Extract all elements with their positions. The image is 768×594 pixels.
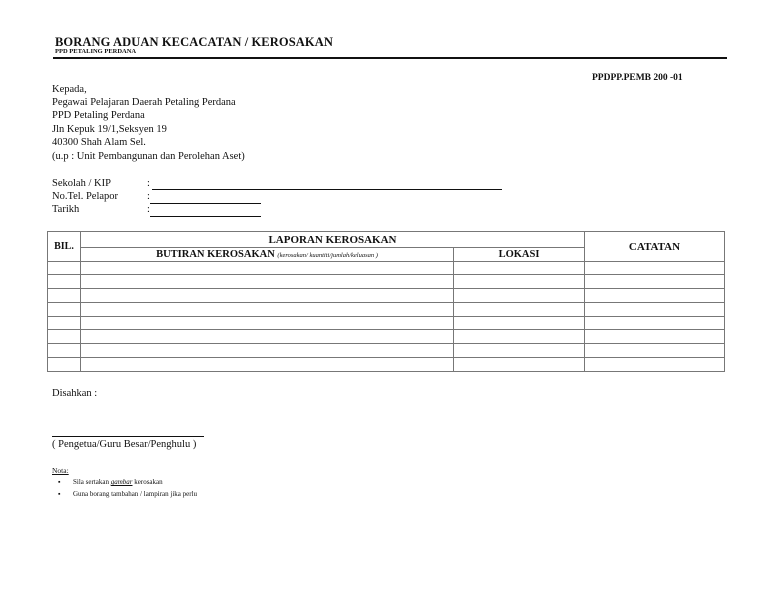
cell-bil[interactable] [48,330,81,344]
address-line: Pegawai Pelajaran Daerah Petaling Perdana [52,97,236,108]
note-item [58,478,163,486]
table-row [48,317,725,330]
cell-bil[interactable] [48,358,81,372]
group-header-laporan: LAPORAN KEROSAKAN [81,232,585,248]
field-label-tel: No.Tel. Pelapor [52,191,119,202]
cell-bil[interactable] [48,275,81,289]
cell-catatan[interactable] [585,344,725,358]
col-header-bil: BIL. [48,232,81,262]
cell-lokasi[interactable] [454,358,585,372]
cell-butiran[interactable] [81,344,454,358]
field-label-sekolah: Sekolah / KIP [52,178,111,189]
butiran-note: (kerosakan/ kuantiti/jumlah/keluasan ) [277,252,378,259]
cell-bil[interactable] [48,344,81,358]
signer-title: ( Pengetua/Guru Besar/Penghulu ) [52,439,197,450]
bullet-icon: ▪ [58,478,61,486]
notes-label: Nota: [52,466,69,475]
col-header-catatan: CATATAN [585,232,725,262]
table-row [48,344,725,358]
table-row [48,303,725,317]
address-line: 40300 Shah Alam Sel. [52,137,146,148]
table-row [48,358,725,372]
cell-butiran[interactable] [81,317,454,330]
butiran-label: BUTIRAN KEROSAKAN [156,249,275,260]
header-divider [53,57,727,59]
field-colon: : [147,191,150,202]
col-header-lokasi: LOKASI [454,248,585,262]
note-text: kerosakan [132,478,163,486]
cell-lokasi[interactable] [454,317,585,330]
form-title: BORANG ADUAN KECACATAN / KEROSAKAN [55,35,333,49]
note-text: Sila sertakan [73,478,111,486]
cell-lokasi[interactable] [454,330,585,344]
field-input-sekolah[interactable] [152,189,502,190]
address-line: (u.p : Unit Pembangunan dan Perolehan Aset) [52,151,245,162]
cell-bil[interactable] [48,262,81,275]
field-colon: : [147,204,150,215]
signature-line[interactable] [52,436,204,437]
table-row [48,275,725,289]
cell-lokasi[interactable] [454,262,585,275]
cell-lokasi[interactable] [454,344,585,358]
cell-catatan[interactable] [585,262,725,275]
cell-catatan[interactable] [585,330,725,344]
cell-bil[interactable] [48,303,81,317]
cell-butiran[interactable] [81,330,454,344]
damage-report-table [47,231,725,372]
form-code: PPDPP.PEMB 200 -01 [592,73,683,83]
table-row [48,289,725,303]
cell-bil[interactable] [48,317,81,330]
note-item [58,490,197,498]
note-text: Guna borang tambahan / lampiran jika perlu [73,490,198,498]
note-emphasis: gambar [110,478,133,486]
cell-bil[interactable] [48,289,81,303]
cell-butiran[interactable] [81,289,454,303]
table-row [48,262,725,275]
cell-butiran[interactable] [81,275,454,289]
cell-butiran[interactable] [81,303,454,317]
cell-lokasi[interactable] [454,275,585,289]
cell-lokasi[interactable] [454,289,585,303]
bullet-icon: ▪ [58,490,61,498]
address-line: PPD Petaling Perdana [52,110,145,121]
col-header-butiran [81,248,454,262]
field-label-tarikh: Tarikh [52,204,80,215]
cell-catatan[interactable] [585,358,725,372]
address-greeting: Kepada, [52,84,87,95]
address-line: Jln Kepuk 19/1,Seksyen 19 [52,124,167,135]
table-row [48,330,725,344]
cell-catatan[interactable] [585,317,725,330]
cell-catatan[interactable] [585,289,725,303]
approval-label: Disahkan : [52,388,98,399]
cell-catatan[interactable] [585,275,725,289]
office-name: PPD PETALING PERDANA [55,48,137,55]
cell-catatan[interactable] [585,303,725,317]
field-input-tarikh[interactable] [150,216,261,217]
cell-butiran[interactable] [81,358,454,372]
cell-lokasi[interactable] [454,303,585,317]
cell-butiran[interactable] [81,262,454,275]
field-colon: : [147,178,150,189]
field-input-tel[interactable] [150,203,261,204]
